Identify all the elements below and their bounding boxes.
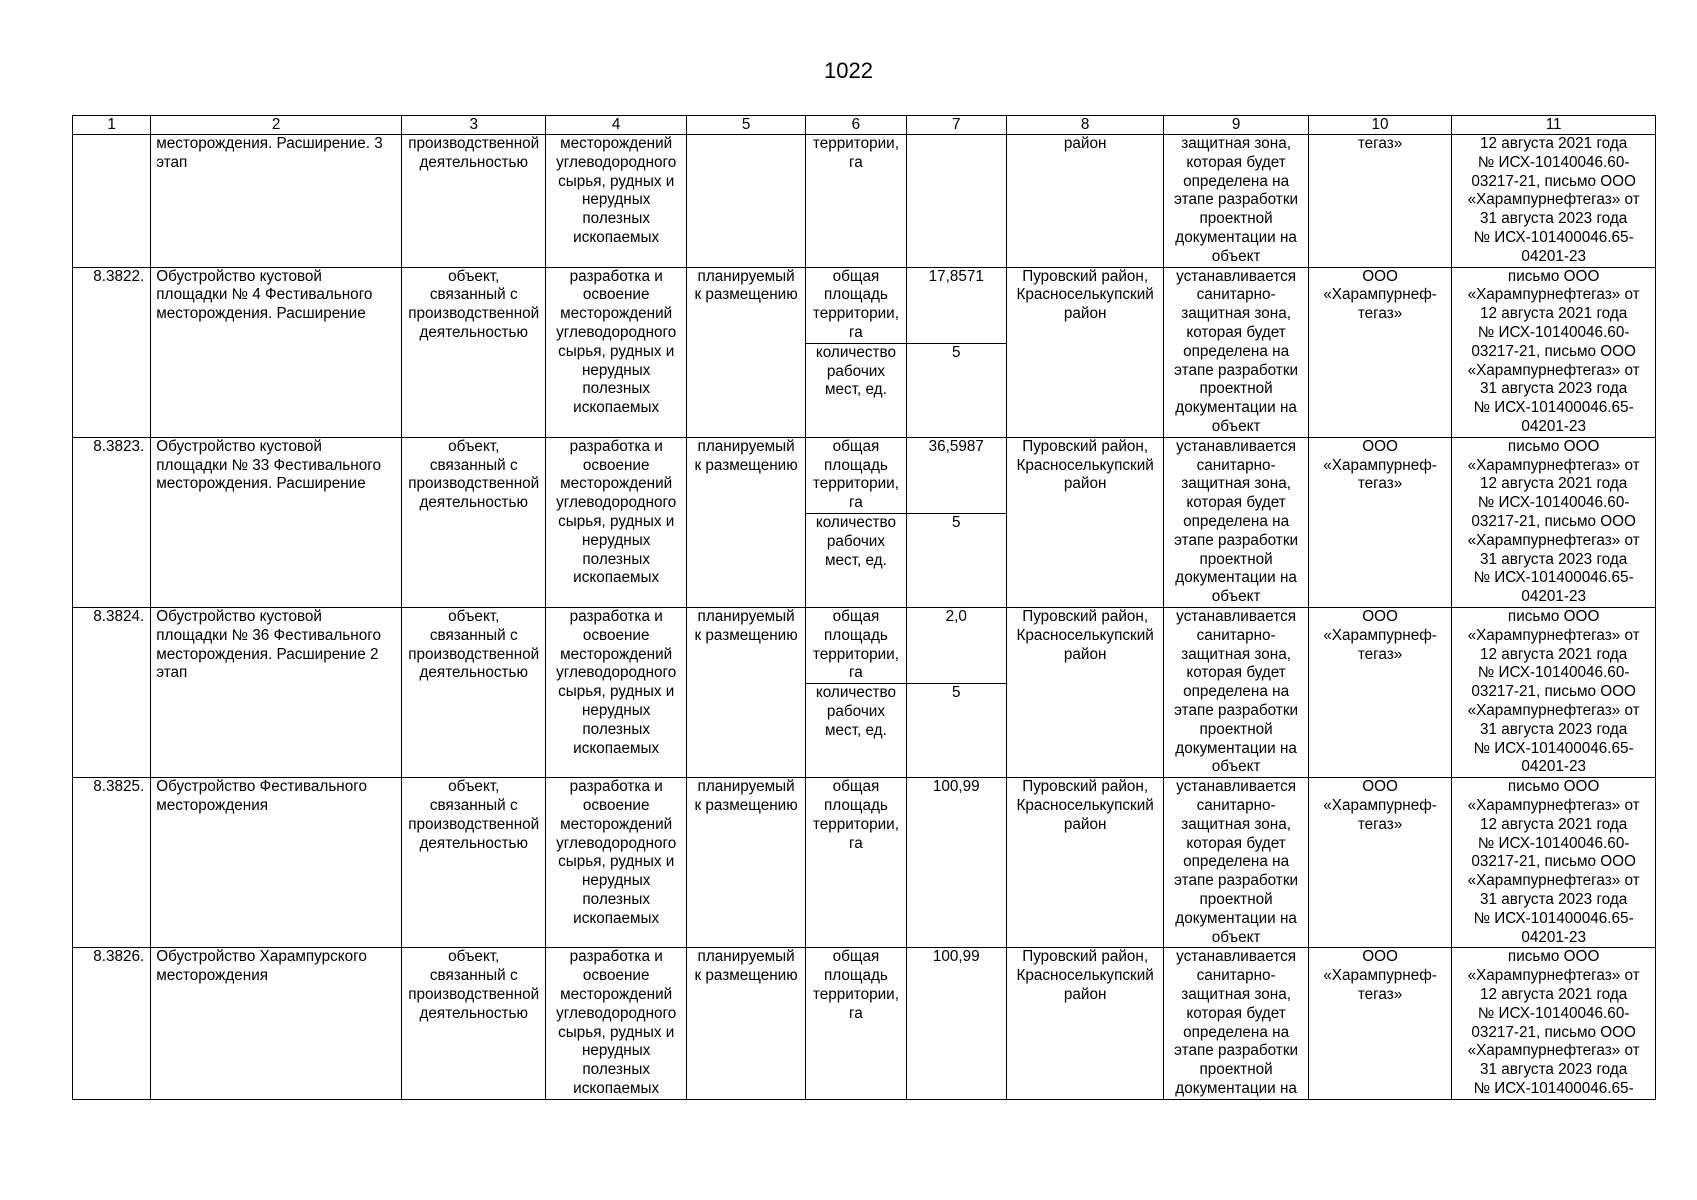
row-number: 8.3825. <box>73 778 151 948</box>
row-number: 8.3824. <box>73 607 151 777</box>
object-name: месторождения. Расширение. 3 этап <box>151 135 402 268</box>
organization: ООО «Харампурнеф- тегаз» <box>1308 778 1451 948</box>
column-header: 4 <box>546 116 686 135</box>
column-header: 9 <box>1164 116 1308 135</box>
object-purpose: разработка и освоение месторождений углеводородного сырья, рудных и нерудных полезных ископаемых <box>546 607 686 777</box>
source-document: 12 августа 2021 года № ИСХ-10140046.60- 03217-21, письмо ООО «Харампурнефтегаз» от 31 августа 2023 года № ИСХ-101400046.65- 04201-23 <box>1452 135 1656 268</box>
object-name: Обустройство Фестивального месторождения <box>151 778 402 948</box>
source-document: письмо ООО «Харампурнефтегаз» от 12 августа 2021 года № ИСХ-10140046.60- 03217-21, письмо ООО «Харампурнефтегаз» от 31 августа 2023 года № ИСХ-101400046.65- 04201-23 <box>1452 607 1656 777</box>
organization: тегаз» <box>1308 135 1451 268</box>
parameter-value: 2,0 <box>906 607 1006 683</box>
column-numbers-row <box>73 116 1656 135</box>
organization: ООО «Харампурнеф- тегаз» <box>1308 437 1451 607</box>
zone-info: защитная зона, которая будет определена на этапе разработки проектной документации на объект <box>1164 135 1308 268</box>
parameter-name: количество рабочих мест, ед. <box>806 513 906 607</box>
parameter-value <box>906 135 1006 268</box>
object-purpose: разработка и освоение месторождений углеводородного сырья, рудных и нерудных полезных ископаемых <box>546 948 686 1099</box>
zone-info: устанавливается санитарно- защитная зона, которая будет определена на этапе разработки проектной документации на объект <box>1164 267 1308 437</box>
table-row-continuation <box>73 135 1656 268</box>
parameter-value: 17,8571 <box>906 267 1006 343</box>
zone-info: устанавливается санитарно- защитная зона, которая будет определена на этапе разработки проектной документации на <box>1164 948 1308 1099</box>
object-type: объект, связанный с производственной деятельностью <box>402 607 546 777</box>
column-header: 7 <box>906 116 1006 135</box>
registry-table <box>72 115 1656 1100</box>
column-header: 3 <box>402 116 546 135</box>
object-name: Обустройство кустовой площадки № 4 Фестивального месторождения. Расширение <box>151 267 402 437</box>
source-document: письмо ООО «Харампурнефтегаз» от 12 августа 2021 года № ИСХ-10140046.60- 03217-21, письмо ООО «Харампурнефтегаз» от 31 августа 2023 года № ИСХ-101400046.65- 04201-23 <box>1452 778 1656 948</box>
parameter-value: 5 <box>906 513 1006 607</box>
column-header: 10 <box>1308 116 1451 135</box>
table-row <box>73 778 1656 948</box>
organization: ООО «Харампурнеф- тегаз» <box>1308 607 1451 777</box>
source-document: письмо ООО «Харампурнефтегаз» от 12 августа 2021 года № ИСХ-10140046.60- 03217-21, письмо ООО «Харампурнефтегаз» от 31 августа 2023 года № ИСХ-101400046.65- <box>1452 948 1656 1099</box>
organization: ООО «Харампурнеф- тегаз» <box>1308 948 1451 1099</box>
object-purpose: разработка и освоение месторождений углеводородного сырья, рудных и нерудных полезных ископаемых <box>546 437 686 607</box>
parameter-name: общая площадь территории, га <box>806 607 906 683</box>
parameter-value: 5 <box>906 684 1006 778</box>
parameter-value: 36,5987 <box>906 437 1006 513</box>
organization: ООО «Харампурнеф- тегаз» <box>1308 267 1451 437</box>
object-type: объект, связанный с производственной деятельностью <box>402 437 546 607</box>
table-row <box>73 948 1656 1099</box>
object-purpose: разработка и освоение месторождений углеводородного сырья, рудных и нерудных полезных ископаемых <box>546 267 686 437</box>
parameter-name: количество рабочих мест, ед. <box>806 684 906 778</box>
table-row <box>73 437 1656 513</box>
object-status: планируемый к размещению <box>686 948 805 1099</box>
table-row <box>73 607 1656 683</box>
column-header: 6 <box>806 116 906 135</box>
object-status <box>686 135 805 268</box>
parameter-name: общая площадь территории, га <box>806 267 906 343</box>
column-header: 5 <box>686 116 805 135</box>
row-number: 8.3826. <box>73 948 151 1099</box>
column-header: 8 <box>1006 116 1163 135</box>
object-location: Пуровский район, Красноселькупский район <box>1006 778 1163 948</box>
object-status: планируемый к размещению <box>686 607 805 777</box>
parameter-name: общая площадь территории, га <box>806 437 906 513</box>
page-number: 1022 <box>824 58 873 83</box>
object-purpose: разработка и освоение месторождений углеводородного сырья, рудных и нерудных полезных ископаемых <box>546 778 686 948</box>
source-document: письмо ООО «Харампурнефтегаз» от 12 августа 2021 года № ИСХ-10140046.60- 03217-21, письмо ООО «Харампурнефтегаз» от 31 августа 2023 года № ИСХ-101400046.65- 04201-23 <box>1452 267 1656 437</box>
object-location: район <box>1006 135 1163 268</box>
object-status: планируемый к размещению <box>686 437 805 607</box>
column-header: 11 <box>1452 116 1656 135</box>
object-type: объект, связанный с производственной деятельностью <box>402 778 546 948</box>
parameter-value: 100,99 <box>906 948 1006 1099</box>
parameter-name: количество рабочих мест, ед. <box>806 343 906 437</box>
column-header: 2 <box>151 116 402 135</box>
object-type: производственной деятельностью <box>402 135 546 268</box>
object-location: Пуровский район, Красноселькупский район <box>1006 948 1163 1099</box>
row-number: 8.3823. <box>73 437 151 607</box>
zone-info: устанавливается санитарно- защитная зона, которая будет определена на этапе разработки проектной документации на объект <box>1164 778 1308 948</box>
parameter-name: общая площадь территории, га <box>806 778 906 948</box>
table-row <box>73 267 1656 343</box>
parameter-value: 100,99 <box>906 778 1006 948</box>
object-location: Пуровский район, Красноселькупский район <box>1006 607 1163 777</box>
column-header: 1 <box>73 116 151 135</box>
object-status: планируемый к размещению <box>686 267 805 437</box>
parameter-name: территории, га <box>806 135 906 268</box>
zone-info: устанавливается санитарно- защитная зона, которая будет определена на этапе разработки проектной документации на объект <box>1164 437 1308 607</box>
zone-info: устанавливается санитарно- защитная зона, которая будет определена на этапе разработки проектной документации на объект <box>1164 607 1308 777</box>
row-number <box>73 135 151 268</box>
source-document: письмо ООО «Харампурнефтегаз» от 12 августа 2021 года № ИСХ-10140046.60- 03217-21, письмо ООО «Харампурнефтегаз» от 31 августа 2023 года № ИСХ-101400046.65- 04201-23 <box>1452 437 1656 607</box>
object-purpose: месторождений углеводородного сырья, рудных и нерудных полезных ископаемых <box>546 135 686 268</box>
object-location: Пуровский район, Красноселькупский район <box>1006 437 1163 607</box>
object-name: Обустройство Харампурского месторождения <box>151 948 402 1099</box>
object-type: объект, связанный с производственной деятельностью <box>402 948 546 1099</box>
object-name: Обустройство кустовой площадки № 36 Фестивального месторождения. Расширение 2 этап <box>151 607 402 777</box>
object-location: Пуровский район, Красноселькупский район <box>1006 267 1163 437</box>
object-type: объект, связанный с производственной деятельностью <box>402 267 546 437</box>
object-status: планируемый к размещению <box>686 778 805 948</box>
parameter-name: общая площадь территории, га <box>806 948 906 1099</box>
object-name: Обустройство кустовой площадки № 33 Фестивального месторождения. Расширение <box>151 437 402 607</box>
parameter-value: 5 <box>906 343 1006 437</box>
row-number: 8.3822. <box>73 267 151 437</box>
